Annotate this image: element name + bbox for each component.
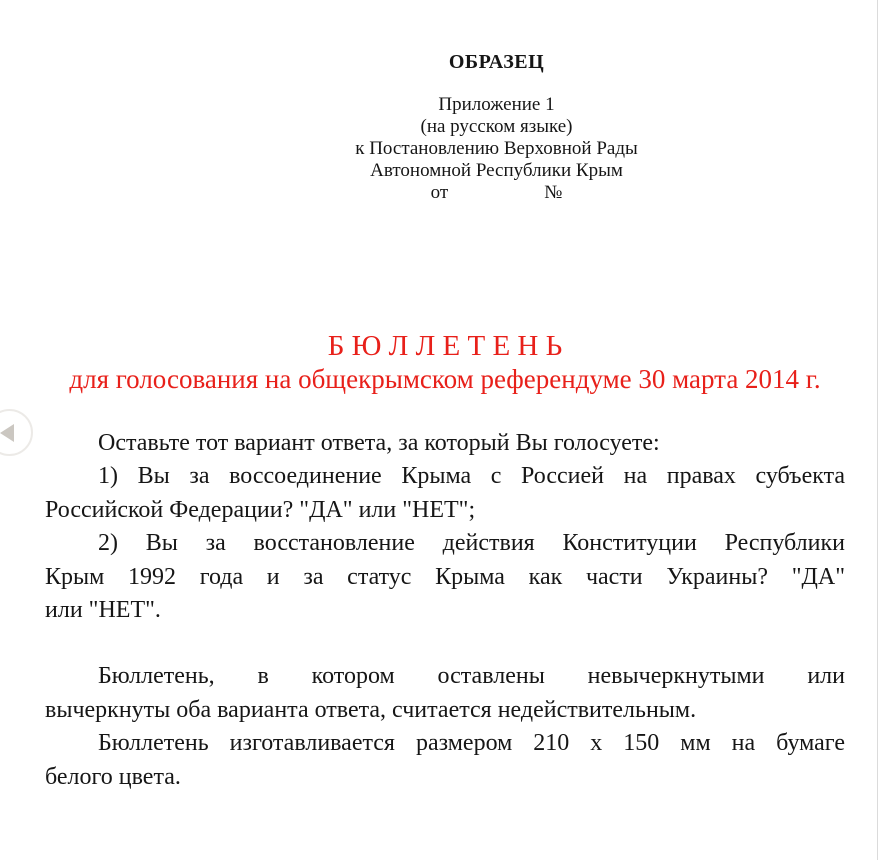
ballot-body-text	[45, 427, 845, 794]
appendix-line: Автономной Республики Крым	[370, 160, 623, 181]
appendix-block	[57, 94, 879, 204]
decree-date-number-line	[57, 182, 879, 204]
body-line: 2) Вы за восстановление действия Конституции Республики	[98, 530, 845, 557]
document-header	[57, 50, 879, 204]
ballot-subtitle: для голосования на общекрымском референдуме 30 марта 2014 г.	[69, 364, 821, 394]
body-line: Оставьте тот вариант ответа, за который Вы голосуете:	[98, 430, 660, 456]
carousel-prev-button[interactable]	[0, 409, 33, 456]
body-line: Бюллетень изготавливается размером 210 х 150 мм на бумаге	[98, 730, 845, 757]
decree-from-label: от	[430, 182, 449, 203]
body-line: 1) Вы за воссоединение Крыма с Россией на правах субъекта	[98, 463, 845, 490]
body-line: Российской Федерации? "ДА" или "НЕТ";	[45, 496, 476, 523]
appendix-line: Приложение 1	[438, 94, 555, 115]
body-line: белого цвета.	[45, 763, 181, 790]
appendix-line: к Постановлению Верховной Рады	[355, 138, 638, 159]
ballot-title: Б Ю Л Л Е Т Е Н Ь	[327, 330, 563, 362]
body-line: Крым 1992 года и за статус Крыма как части Украины? "ДА"	[45, 563, 845, 590]
body-line: или "НЕТ".	[45, 597, 161, 624]
decree-number-label: №	[544, 182, 563, 203]
body-line: Бюллетень, в котором оставлены невычеркнутыми или	[98, 663, 845, 690]
body-line: вычеркнуты оба варианта ответа, считается недействительным.	[45, 696, 697, 723]
left-arrow-icon	[0, 424, 14, 442]
appendix-line: (на русском языке)	[420, 116, 573, 137]
sample-label: ОБРАЗЕЦ	[448, 51, 545, 73]
